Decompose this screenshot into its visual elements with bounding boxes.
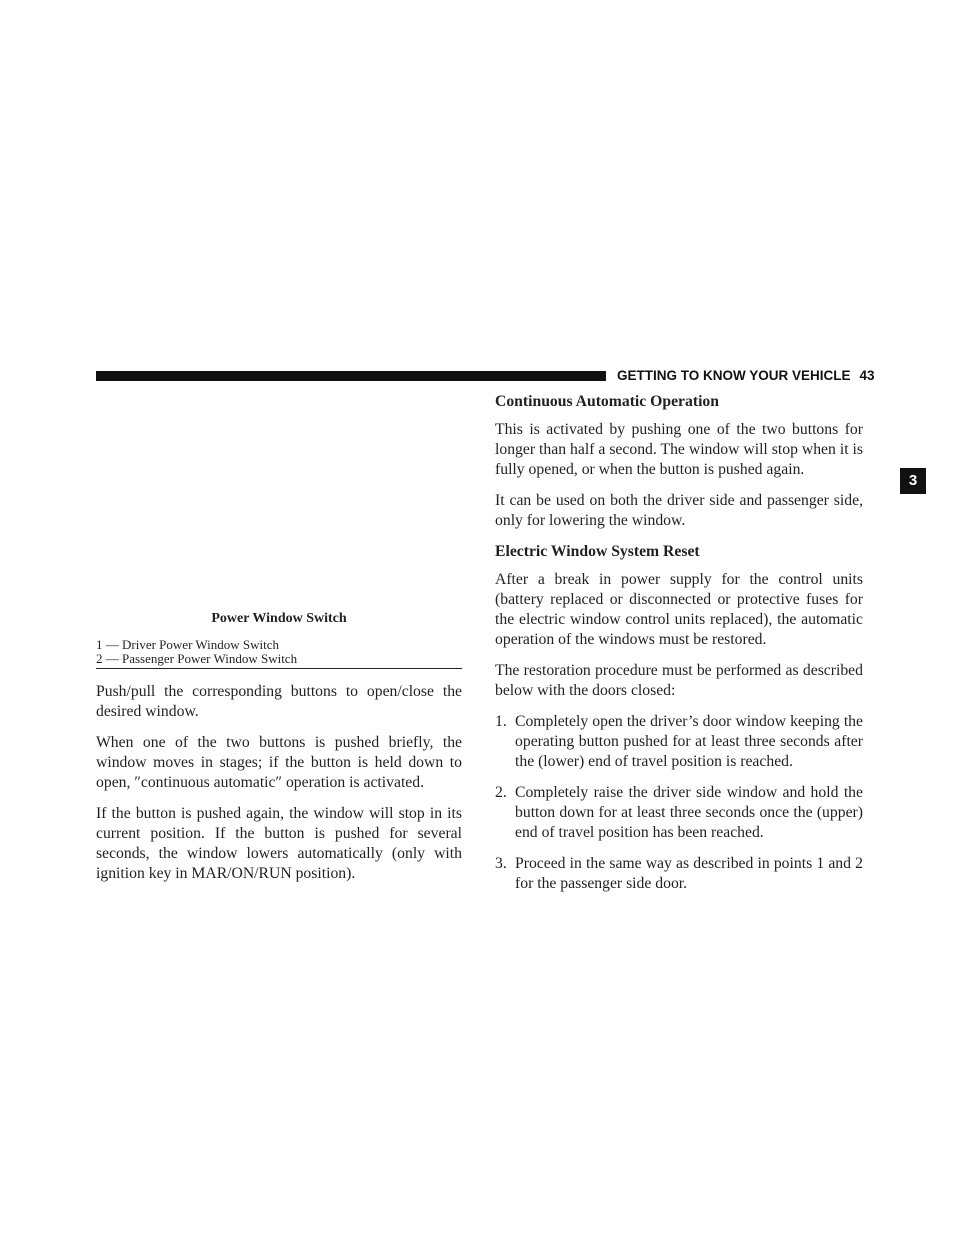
legend-item: 1 — Driver Power Window Switch [96, 637, 280, 652]
step-number: 1. [495, 713, 507, 730]
step-item [495, 854, 863, 894]
figure-legend [96, 638, 462, 666]
running-header [617, 366, 875, 386]
step-item [495, 783, 863, 843]
step-item [495, 712, 863, 772]
paragraph: This is activated by pushing one of the two buttons for longer than half a second. The window will stop when it is fully opened, or when the button is pushed again. [495, 421, 863, 478]
paragraph: If the button is pushed again, the window will stop in its current position. If the button is pushed for several seconds, the window lowers automatically (only with ignition key in MAR/ON/RUN position). [96, 805, 462, 882]
paragraph: Push/pull the corresponding buttons to open/close the desired window. [96, 683, 462, 720]
header-rule [96, 371, 606, 381]
left-column [96, 682, 462, 895]
heading-system-reset: Electric Window System Reset [495, 543, 700, 560]
step-text: Proceed in the same way as described in points 1 and 2 for the passenger side door. [515, 855, 863, 892]
step-text: Completely raise the driver side window and hold the button down for at least three seconds once the (upper) end of travel position has been reached. [515, 784, 863, 841]
right-column [495, 392, 863, 905]
figure-caption: Power Window Switch [211, 611, 347, 626]
paragraph: The restoration procedure must be performed as described below with the doors closed: [495, 662, 863, 699]
step-number: 2. [495, 784, 507, 801]
paragraph: It can be used on both the driver side and passenger side, only for lowering the window. [495, 492, 863, 529]
paragraph: After a break in power supply for the control units (battery replaced or disconnected or protective fuses for the electric window control units replaced), the automatic operation of the windows must be restored. [495, 571, 863, 648]
paragraph: When one of the two buttons is pushed briefly, the window moves in stages; if the button is held down to open, ″continuous automatic″ operation is activated. [96, 734, 462, 791]
page-number: 43 [859, 368, 875, 383]
heading-continuous-automatic: Continuous Automatic Operation [495, 393, 720, 410]
caption-divider [96, 668, 462, 669]
section-title: GETTING TO KNOW YOUR VEHICLE [617, 368, 851, 383]
legend-item: 2 — Passenger Power Window Switch [96, 651, 298, 666]
step-text: Completely open the driver’s door window keeping the operating button pushed for at least three seconds after the (lower) end of travel position is reached. [515, 713, 863, 770]
step-number: 3. [495, 855, 507, 872]
chapter-tab: 3 [900, 468, 926, 494]
